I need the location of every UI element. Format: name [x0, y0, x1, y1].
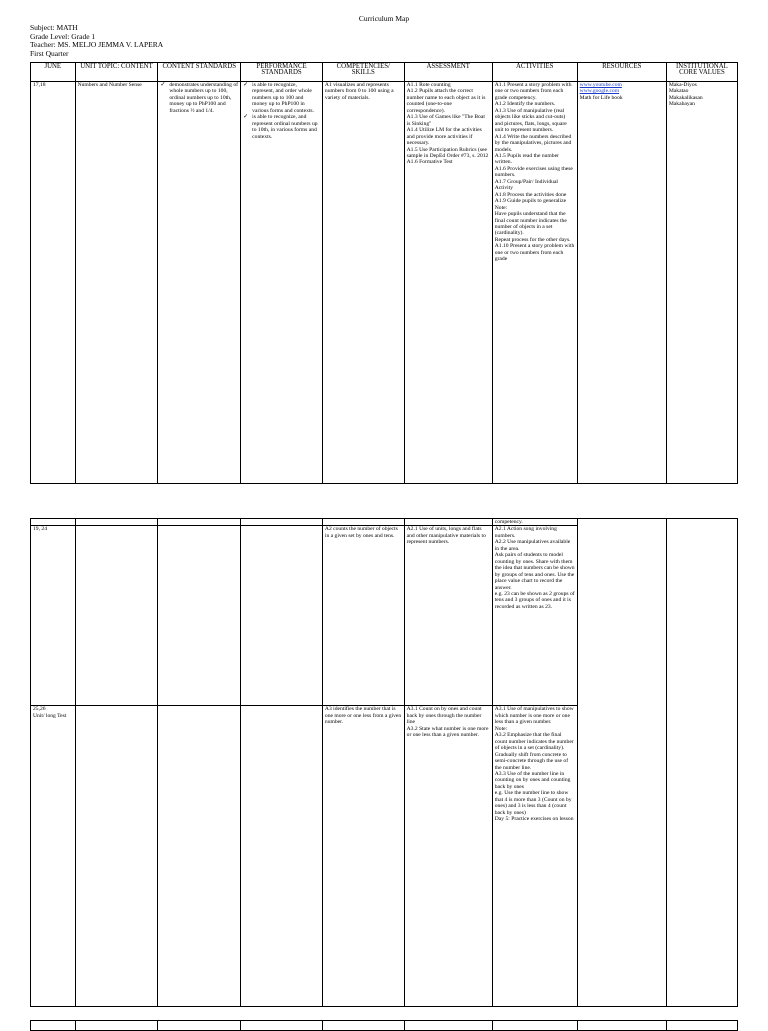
table-row: [31, 1021, 738, 1031]
header-competencies: COMPETENCIES/ SKILLS: [322, 63, 404, 82]
quarter-line: First Quarter: [30, 48, 69, 58]
header-performance-standards: PERFORMANCE STANDARDS: [241, 63, 323, 82]
activities-cell: A3.1 Use of manipulatives to show which number is one more or one less than a given number. Note: A3.2 Emphasize that the final count number indicates the number of objects in a set (cardinality). Gradually shift from concrete to semi-concrete through the use of the number line. A3.3 Use of the number line in counting on by ones and counting back by ones e.g. Use the number line to show that 4 is more than 3 (Count on by ones) and 3 is less than 4 (count back by ones) Day 5: Practice exercises on lesson: [492, 706, 577, 1007]
activities-cell: A2.1 Action song involving numbers. A2.2 Use manipulatives available in the area. Ask pairs of students to model counting by ones. Share with them the idea that numbers can be shown by groups of tens and ones. Use the place value chart to record the answer. e.g. 23 can be shown as 2 groups of tens and 3 groups of ones and it is recorded as written as 23.: [492, 526, 577, 706]
competency-cell: A1 visualizes and represents numbers from 0 to 100 using a variety of materials.: [322, 82, 404, 484]
header-row: [31, 63, 738, 82]
header-activities: ACTIVITIES: [492, 63, 577, 82]
header-resources: RESOURCES: [577, 63, 666, 82]
curriculum-table-page-1: [30, 62, 738, 484]
assessment-cell: A2.1 Use of units, longs and flats and other manipulative materials to represent numbers.: [404, 526, 492, 706]
activities-cell: competency.: [492, 519, 577, 526]
date-cell: 19, 24: [31, 526, 76, 706]
subject-line: Subject: MATH: [30, 23, 78, 32]
teacher-line: Teacher: MS. MELJO JEMMA V. LAPERA: [30, 40, 164, 50]
activities-cell: A1.1 Present a story problem with one or two numbers from each grade competency. A1.2 Identify the numbers. A1.3 Use of manipulative (real objects like sticks and cut-outs) and pictures, flats, longs, square unit to represent numbers. A1.4 Write the numbers described by the manipulatives, pictures and models. A1.5 Pupils read the number written. A1.6 Provide exercises using these numbers. A1.7 Group/Pair/ Individual Activity A1.8 Process the activities done A1.9 Guide pupils to generalize Note: Have pupils understand that the final count number indicates the number of objects in a set (cardinality). Repeat process for the other days. A1.10 Present a story problem with one or two numbers from each grade: [492, 82, 577, 484]
core-values-cell: Maka-Diyos Makatao Makakalikasan Makabayan: [666, 82, 737, 484]
assessment-cell: A3.1 Count on by ones and count back by ones through the number line A3.2 State what number is one more or one less than a given number.: [404, 706, 492, 1007]
competency-cell: A3 identifies the number that is one more or one less from a given number.: [322, 706, 404, 1007]
check-mark-icon: ✓: [243, 114, 249, 121]
competency-cell: A2 counts the number of objects in a given set by ones and tens.: [322, 526, 404, 706]
assessment-cell: A1.1 Rote counting A1.2 Pupils attach the correct number name to each object as it is counted (one-to-one correspondence). A1.3 Use of Games like "The Boat is Sinking" A1.4 Utilize LM for the activities and provide more activities if necessary. A1.5 Use Participation Rubrics (see sample in DepEd Order #73, s. 2012 A1.6 Formative Test: [404, 82, 492, 484]
youtube-link[interactable]: www.youtube.com: [579, 82, 622, 88]
table-row: [31, 519, 738, 526]
check-mark-icon: ✓: [160, 82, 166, 88]
core-values-cell: [666, 519, 737, 1007]
header-content-standards: CONTENT STANDARDS: [158, 63, 241, 82]
resources-cell: [577, 519, 666, 1007]
header-june: JUNE: [31, 63, 76, 82]
header-assessment: ASSESSMENT: [404, 63, 492, 82]
resource-book: Math for Life book: [579, 94, 623, 101]
performance-standard-cell: ✓ is able to recognize, represent, and order whole numbers up to 100 and money up to PhP100 in various forms and contexts. ✓ is able to recognize, and represent ordinal numbers up to 10th, in various forms and contexts.: [241, 82, 323, 484]
check-mark-icon: ✓: [243, 82, 249, 88]
header-core-values: INSTITUTIONAL CORE VALUES: [666, 63, 737, 82]
topic-cell: Numbers and Number Sense: [75, 82, 158, 484]
document-title: Curriculum Map: [358, 14, 410, 23]
curriculum-table-page-2: [30, 518, 738, 1007]
document-header: [30, 24, 163, 58]
curriculum-table-page-3: [30, 1020, 738, 1031]
grade-line: Grade Level: Grade 1: [30, 31, 96, 41]
date-cell: 25,26 Unit/ long Test: [31, 706, 76, 1007]
table-row: [31, 82, 738, 484]
header-unit-topic: UNIT TOPIC: CONTENT: [75, 63, 158, 82]
date-cell: 17,18: [31, 82, 76, 484]
content-standard-cell: ✓ demonstrates understanding of whole numbers up to 100, ordinal numbers up to 10th, money up to PhP100 and fractions ½ and 1/4.: [158, 82, 241, 484]
resources-cell: [577, 82, 666, 484]
google-link[interactable]: www.google.com: [579, 88, 620, 95]
